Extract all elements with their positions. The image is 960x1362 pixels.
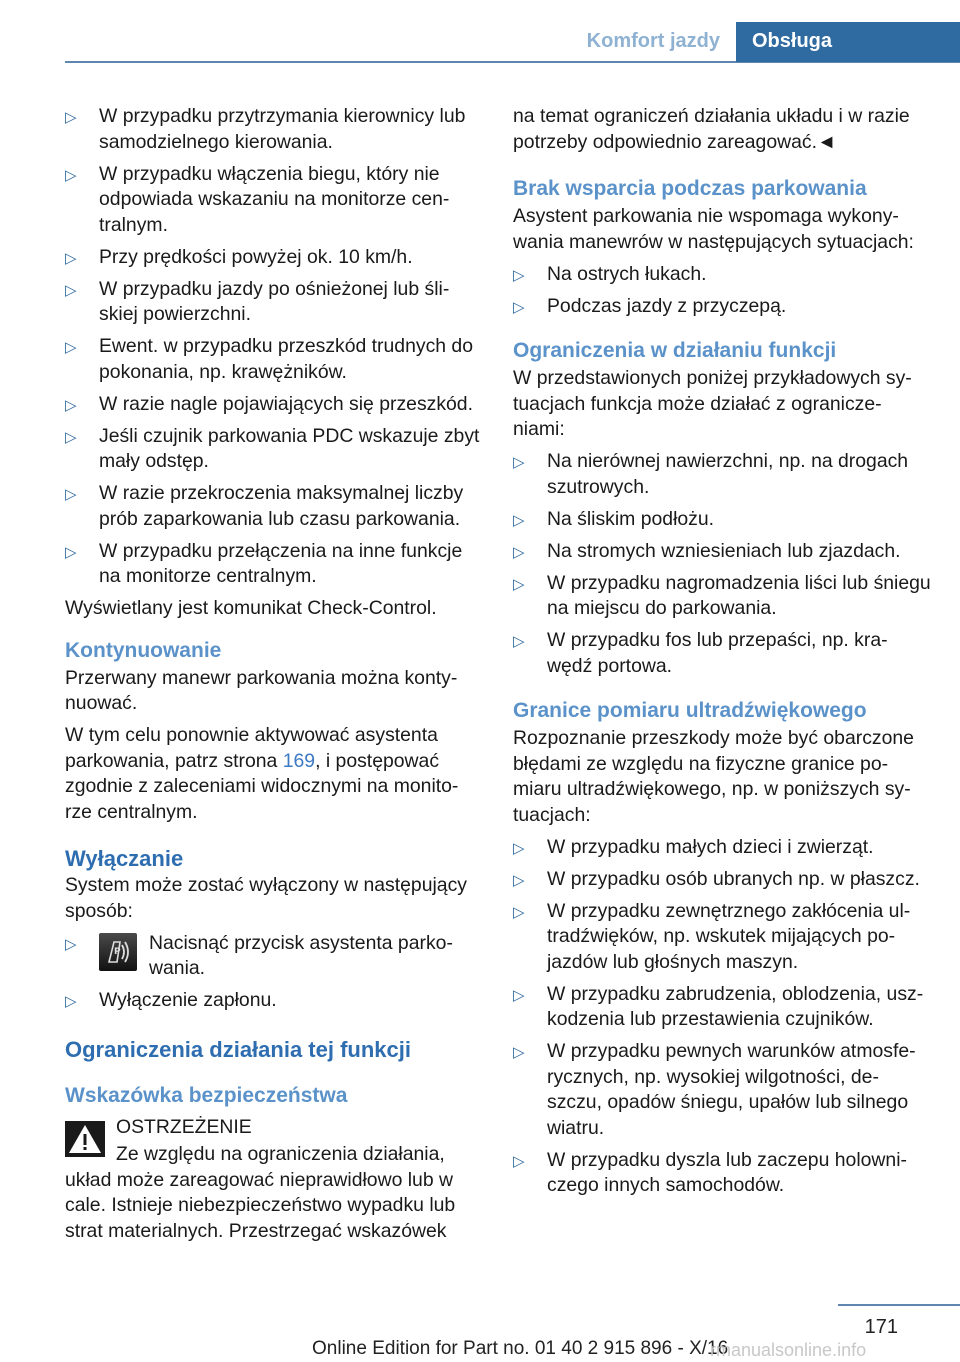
- list-item: ▷ W razie nagle pojawiających się przeszkód.: [65, 392, 483, 418]
- triangle-bullet-icon: ▷: [513, 575, 525, 593]
- stop-conditions-list: [65, 104, 483, 590]
- triangle-bullet-icon: ▷: [65, 249, 77, 267]
- continue-heading: Kontynuowanie: [65, 638, 222, 662]
- list-item: ▷ W przypadku pewnych warunków atmosfe‐ rycznych, np. wysokiej wilgotności, de‐ szczu, opadów śniegu, upałów lub silnego wiatru.: [513, 1040, 916, 1139]
- ultrasonic-heading: Granice pomiaru ultradźwiękowego: [513, 699, 867, 722]
- no-support-list: [513, 262, 933, 320]
- triangle-bullet-icon: ▷: [65, 396, 77, 414]
- warning-text: układ może zareagować nieprawidłowo lub w cale. Istnieje niebezpieczeństwo wypadku lub strat materialnych. Przestrzegać wskazówek: [65, 1168, 456, 1242]
- triangle-bullet-icon: ▷: [65, 339, 77, 356]
- triangle-bullet-icon: ▷: [513, 839, 525, 857]
- list-item: ▷ Przy prędkości powyżej ok. 10 km/h.: [65, 245, 483, 271]
- triangle-bullet-icon: ▷: [513, 986, 525, 1004]
- triangle-bullet-icon: ▷: [513, 266, 525, 284]
- list-item: ▷ W przypadku przytrzymania kierownicy lub samodzielnego kierowania.: [65, 105, 466, 153]
- off-paragraph: System może zostać wyłączony w następujący sposób:: [65, 874, 467, 922]
- triangle-bullet-icon: ▷: [513, 298, 525, 316]
- page-reference-link[interactable]: 169: [282, 749, 316, 772]
- continue-instructions: W tym celu ponownie aktywować asystenta parkowania, patrz strona 169, i postępować zgodnie z zaleceniami widocznymi na monito‐ rze centralnym.: [65, 724, 459, 823]
- ultrasonic-list: [513, 835, 933, 1199]
- triangle-bullet-icon: ▷: [65, 935, 77, 953]
- triangle-bullet-icon: ▷: [65, 486, 77, 503]
- list-item: ▷ W przypadku zewnętrznego zakłócenia ul‐ tradźwięków, np. wskutek mijających po‐ jazdów lub głośnych maszyn.: [513, 899, 911, 973]
- header-section-title: Komfort jazdy: [586, 30, 720, 52]
- triangle-bullet-icon: ▷: [65, 993, 77, 1010]
- continue-paragraph: Przerwany manewr parkowania można konty‐ nuować.: [65, 666, 458, 714]
- off-heading: Wyłączanie: [65, 846, 184, 871]
- off-list: [65, 931, 483, 1014]
- func-limits-heading: Ograniczenia w działaniu funkcji: [513, 339, 837, 362]
- func-limits-paragraph: W przedstawionych poniżej przykładowych sy‐ tuacjach funkcja może działać z ograniczе‐ niami:: [513, 367, 912, 440]
- warning-triangle-icon: [65, 1121, 105, 1157]
- list-item: ▷ W przypadku dyszla lub zaczepu holowni‐ czego innych samochodów.: [513, 1148, 907, 1196]
- edition-text: Online Edition for Part no. 01 40 2 915 896 - X/16: [312, 1338, 729, 1359]
- page-number: 171: [864, 1316, 898, 1338]
- list-item: ▷ Na nierównej nawierzchni, np. na drogach szutrowych.: [513, 450, 909, 498]
- list-item: ▷ W przypadku zabrudzenia, oblodzenia, usz‐ kodzenia lub przestawienia czujników.: [513, 982, 924, 1030]
- svg-text:P: P: [114, 946, 121, 957]
- safety-heading: Wskazówka bezpieczeństwa: [65, 1083, 348, 1107]
- off-item-with-icon: P Nacisnąć przycisk asystenta parko‐ wania.: [99, 931, 483, 982]
- list-item: ▷ W razie przekroczenia maksymalnej liczby prób zaparkowania lub czasu parkowania.: [65, 482, 464, 530]
- list-item: ▷ Ewent. w przypadku przeszkód trudnych do pokonania, np. krawężników.: [65, 335, 473, 383]
- header-tab: Obsługa: [736, 22, 960, 62]
- list-item: ▷ W przypadku małych dzieci i zwierząt.: [513, 835, 933, 861]
- triangle-bullet-icon: ▷: [65, 543, 77, 561]
- ultrasonic-paragraph: Rozpoznanie przeszkody może być obarczone błędami ze względu na fizyczne granice po‐ miaru ultradźwiękowego, np. w poniższych sy‐ tuacjach:: [513, 727, 914, 826]
- triangle-bullet-icon: ▷: [513, 511, 525, 529]
- list-item: ▷ W przypadku przełączenia na inne funkcje na monitorze centralnym.: [65, 539, 463, 587]
- warning-text-start: Ze względu na ograniczenia działania,: [116, 1143, 445, 1165]
- list-item: ▷ Jeśli czujnik parkowania PDC wskazuje zbyt mały odstęp.: [65, 424, 480, 472]
- func-limits-list: [513, 449, 933, 679]
- list-item: ▷ Na śliskim podłożu.: [513, 507, 933, 533]
- warning-title: OSTRZEŻENIE: [116, 1115, 252, 1138]
- park-assist-button-icon: [99, 933, 137, 971]
- limits-heading: Ograniczenia działania tej funkcji: [65, 1036, 411, 1062]
- watermark: rmanualsonline.info: [710, 1340, 867, 1360]
- no-support-heading: Brak wsparcia podczas parkowania: [513, 177, 867, 200]
- list-item: ▷ W przypadku włączenia biegu, który nie odpowiada wskazaniu na monitorze cen‐ tralnym.: [65, 162, 450, 236]
- triangle-bullet-icon: ▷: [65, 281, 77, 299]
- triangle-bullet-icon: ▷: [65, 109, 77, 126]
- check-control-text: Wyświetlany jest komunikat Check-Control.: [65, 597, 437, 619]
- list-item: ▷ Wyłączenie zapłonu.: [65, 988, 483, 1014]
- list-item: [65, 931, 483, 982]
- list-item: ▷ Na stromych wzniesieniach lub zjazdach.: [513, 539, 933, 565]
- list-item: ▷ W przypadku osób ubranych np. w płaszcz.: [513, 867, 933, 893]
- footer-rule: [838, 1304, 960, 1306]
- triangle-bullet-icon: ▷: [513, 1152, 525, 1170]
- triangle-bullet-icon: ▷: [513, 903, 525, 921]
- right-column: [513, 104, 933, 1205]
- triangle-bullet-icon: ▷: [513, 633, 525, 650]
- list-item: ▷ Na ostrych łukach.: [513, 262, 933, 288]
- list-item: ▷ Podczas jazdy z przyczepą.: [513, 294, 933, 320]
- no-support-paragraph: Asystent parkowania nie wspomaga wykony‐ wania manewrów w następujących sytuacjach:: [513, 205, 914, 253]
- list-item: ▷ W przypadku jazdy po ośnieżonej lub śli‐ skiej powierzchni.: [65, 277, 450, 325]
- continued-text: na temat ograniczeń działania układu i w razie potrzeby odpowiednio zareagować.◄: [513, 105, 910, 153]
- left-column: [65, 104, 483, 1251]
- triangle-bullet-icon: ▷: [513, 454, 525, 471]
- triangle-bullet-icon: ▷: [513, 1044, 525, 1061]
- warning-block: [65, 1115, 483, 1245]
- triangle-bullet-icon: ▷: [65, 166, 77, 184]
- list-item: ▷ W przypadku fos lub przepaści, np. kra‐ wędź portowa.: [513, 629, 888, 677]
- triangle-bullet-icon: ▷: [65, 428, 77, 446]
- triangle-bullet-icon: ▷: [513, 871, 525, 889]
- triangle-bullet-icon: ▷: [513, 543, 525, 561]
- list-item: ▷ W przypadku nagromadzenia liści lub śniegu na miejscu do parkowania.: [513, 571, 931, 619]
